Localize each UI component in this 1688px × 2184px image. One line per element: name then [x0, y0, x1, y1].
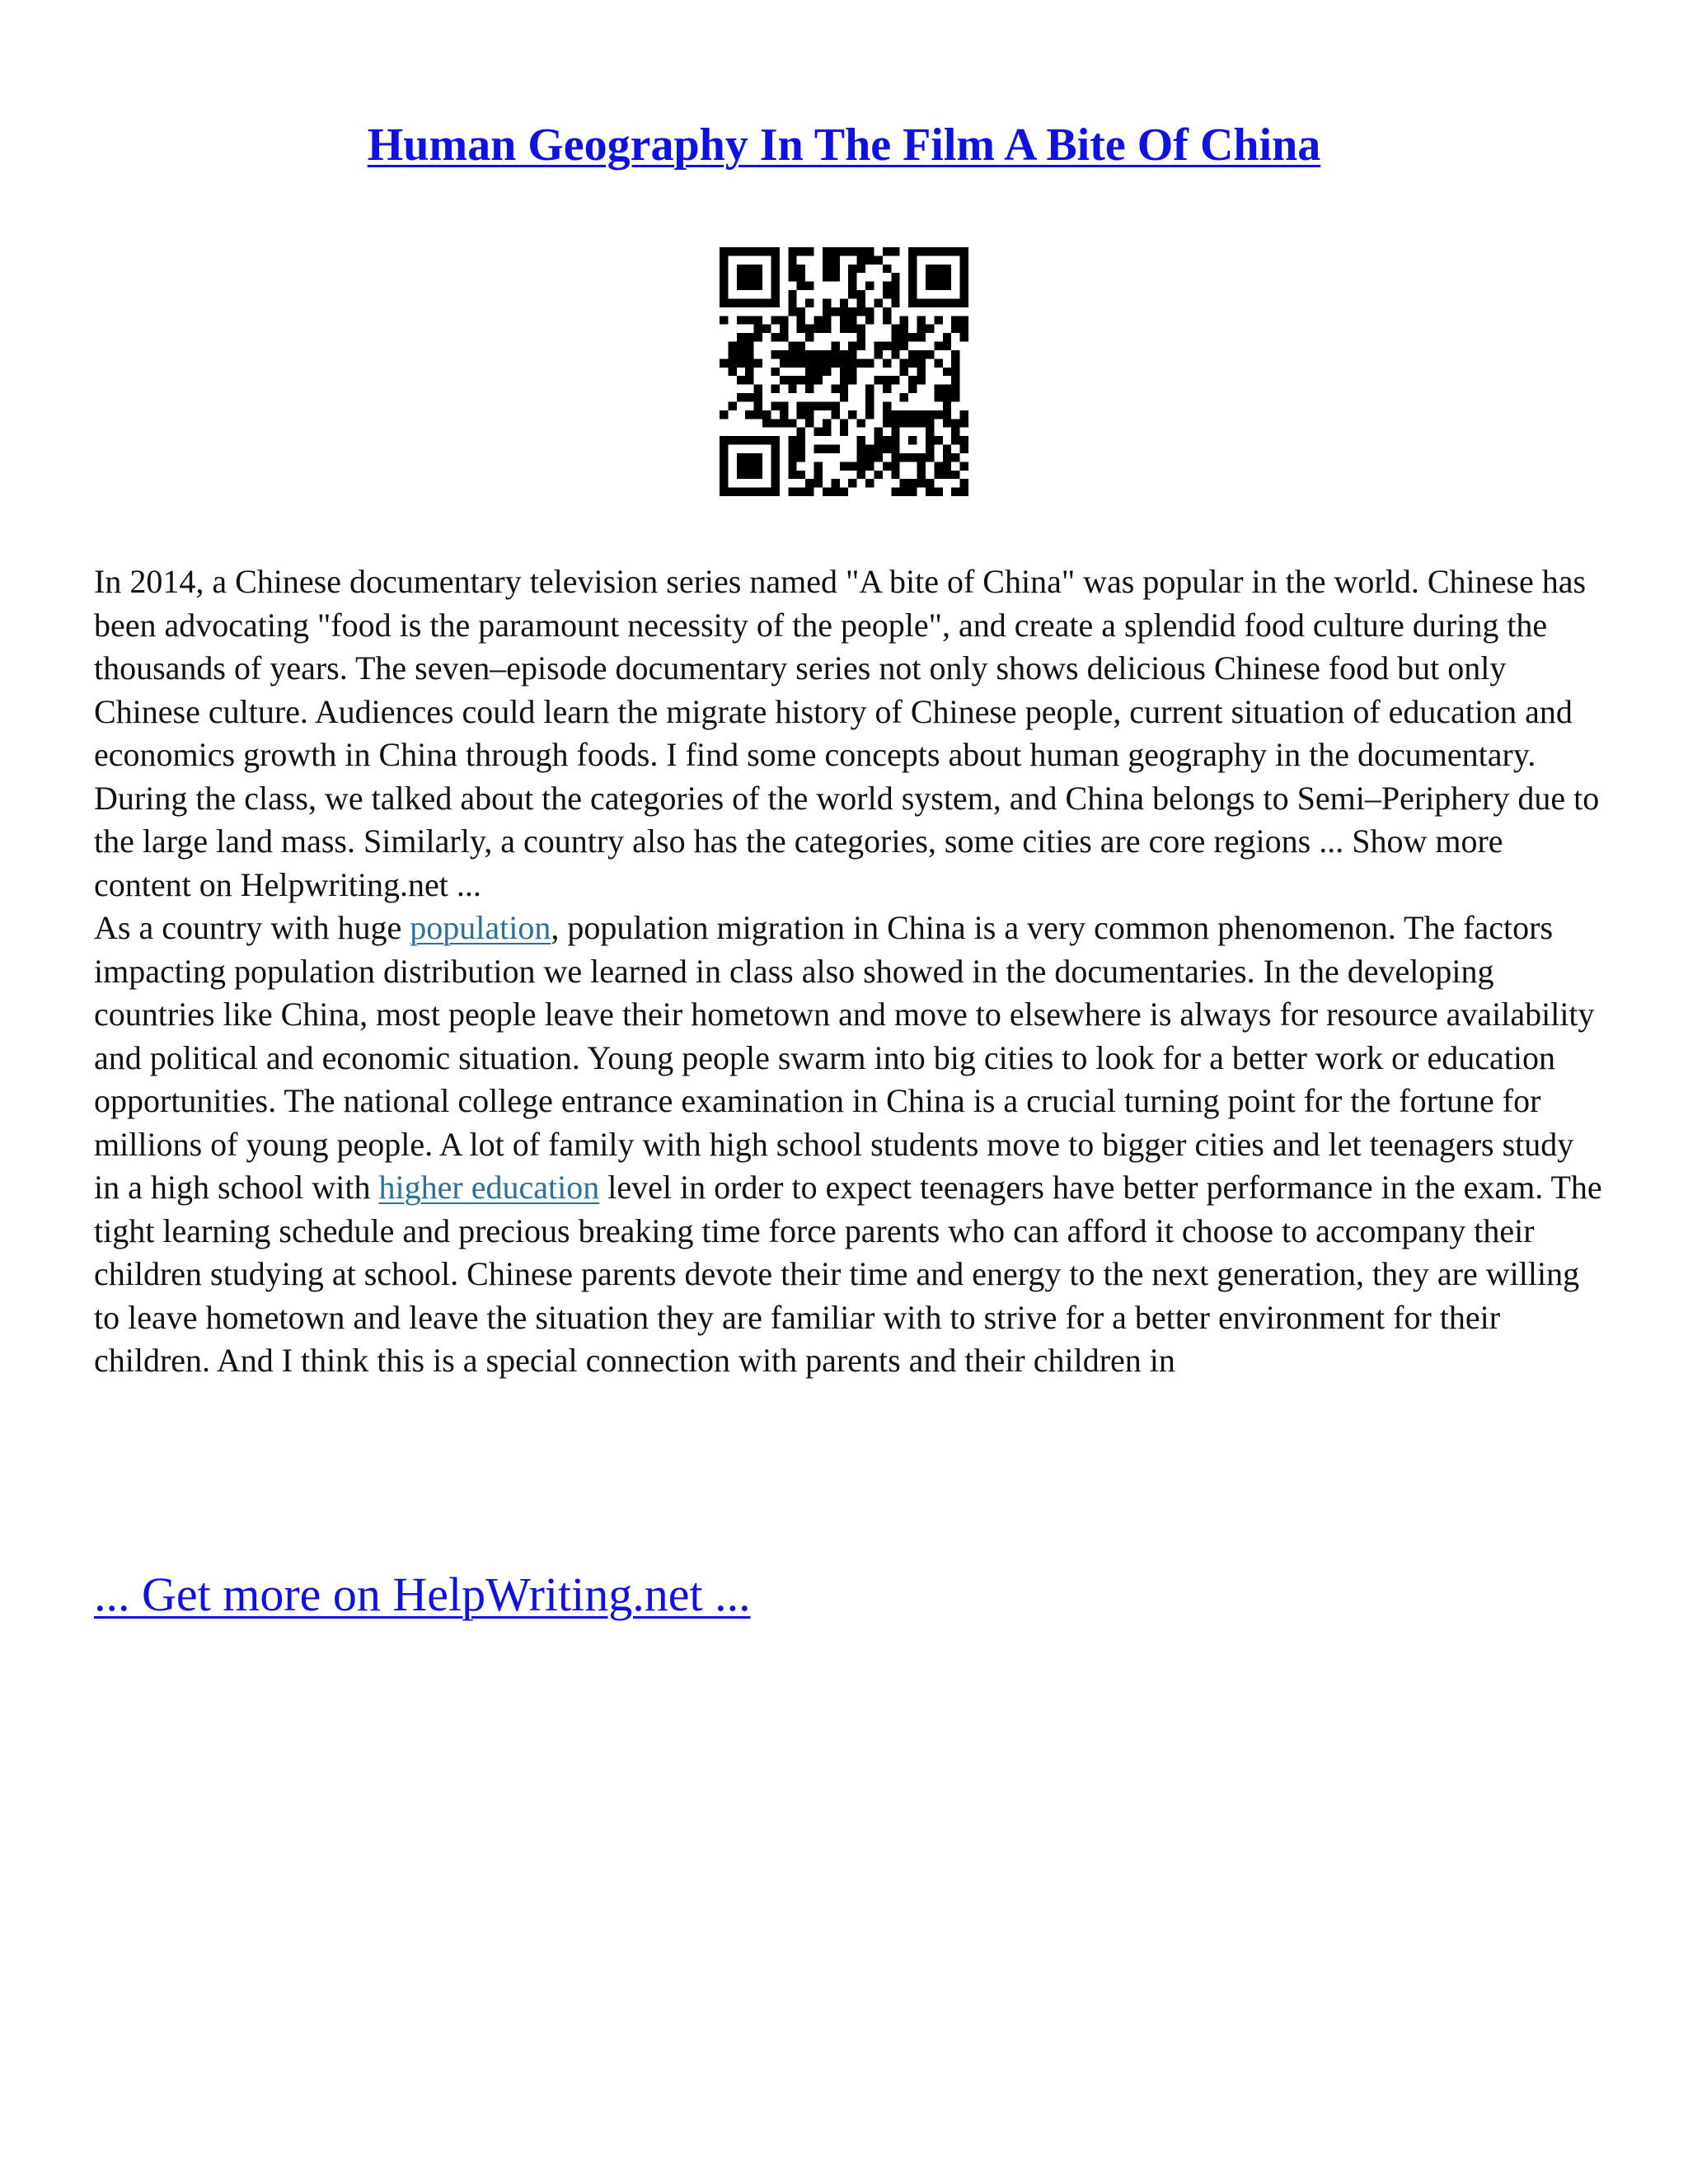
qr-code-graphic [720, 247, 968, 496]
document-title [0, 115, 1688, 175]
paragraph-migration-text-3: level in order to expect teenagers have better performance in the exam. The tight learning schedule and precious breaking time force parents who can afford it choose to accompany their children studying at school. Chinese parents devote their time and energy to the next generation, they are willing to leave hometown and leave the situation they are familiar with to strive for a better environment for their children. And I think this is a special connection with parents and their children in [94, 1169, 1602, 1379]
paragraph-intro: In 2014, a Chinese documentary television series named "A bite of China" was popular in the world. Chinese has been advocating "food is the paramount necessity of the people", and create a splendid food culture during the thousands of years. The seven–episode documentary series not only shows delicious Chinese food but only Chinese culture. Audiences could learn the migrate history of Chinese people, current situation of education and economics growth in China through foods. I find some concepts about human geography in the documentary. [94, 563, 1587, 773]
document-body [94, 560, 1602, 1383]
qr-code-image [720, 247, 968, 496]
paragraph-world-system: During the class, we talked about the categories of the world system, and China belongs to Semi–Periphery due to the large land mass. Similarly, a country also has the categories, some cities are core regions ... Show more content on Helpwriting.net ... [94, 779, 1600, 903]
paragraph-migration-text-2: , population migration in China is a very common phenomenon. The factors impacting population distribution we learned in class also showed in the documentaries. In the developing countries like China, most people leave their hometown and move to elsewhere is always for resource availability and political and economic situation. Young people swarm into big cities to look for a better work or education opportunities. The national college entrance examination in China is a crucial turning point for the fortune for millions of young people. A lot of family with high school students move to bigger cities and let teenagers study in a high school with [94, 909, 1595, 1206]
paragraph-migration-text-1: As a country with huge [94, 909, 410, 946]
paragraph-migration [94, 907, 1602, 1383]
population-link[interactable]: population [410, 909, 551, 946]
get-more-link[interactable]: ... Get more on HelpWriting.net ... [94, 1568, 751, 1621]
higher-education-link[interactable]: higher education [378, 1169, 600, 1206]
get-more-container [94, 1566, 751, 1624]
title-link[interactable]: Human Geography In The Film A Bite Of China [367, 120, 1321, 171]
